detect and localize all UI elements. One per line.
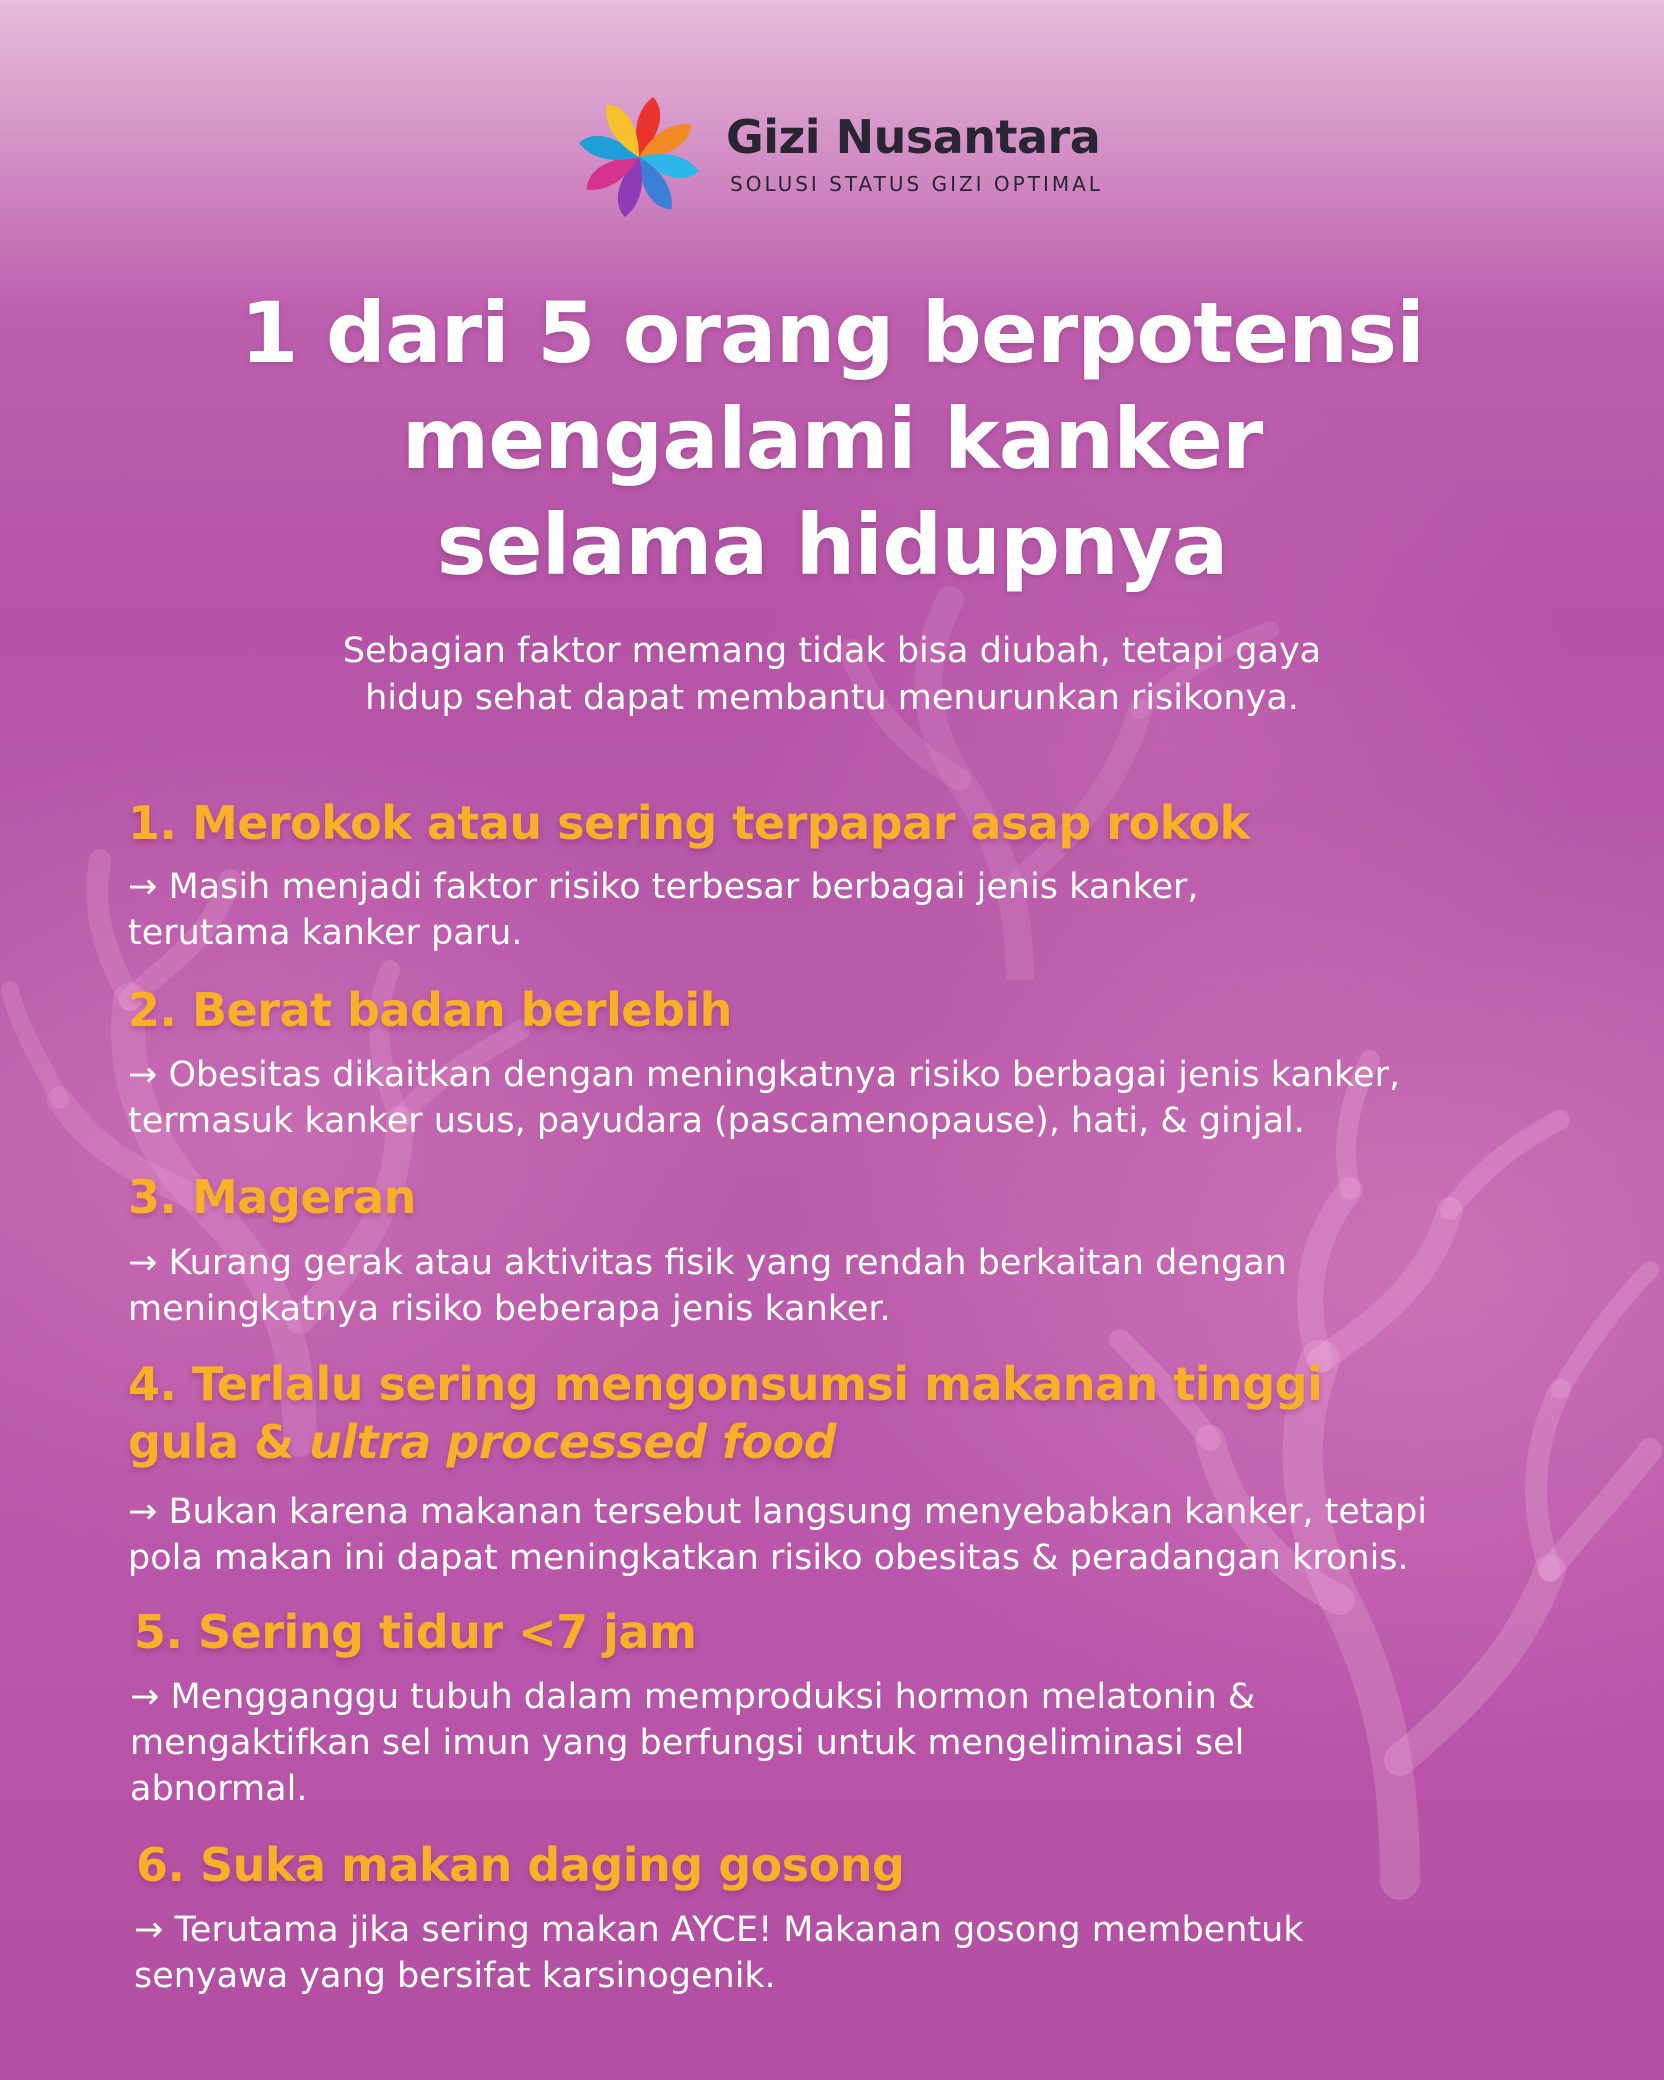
- risk-item-5-desc-line: abnormal.: [130, 1769, 308, 1809]
- risk-item-3-desc-line: meningkatnya risiko beberapa jenis kanker.: [128, 1289, 891, 1329]
- headline-line-2: mengalami kanker: [401, 390, 1263, 488]
- risk-item-4-desc-line: pola makan ini dapat meningkatkan risiko obesitas & peradangan kronis.: [128, 1538, 1409, 1578]
- risk-item-6-title: 6. Suka makan daging gosong: [136, 1838, 905, 1892]
- page-subtitle: [0, 628, 1664, 722]
- risk-item-5-desc-line: → Mengganggu tubuh dalam memproduksi hormon melatonin &: [130, 1677, 1256, 1717]
- risk-item-2-title: 2. Berat badan berlebih: [128, 983, 732, 1037]
- risk-item-3-title: 3. Mageran: [128, 1170, 416, 1224]
- page-headline: [0, 280, 1664, 598]
- risk-item-1-desc-line: terutama kanker paru.: [128, 913, 523, 953]
- risk-item-4-desc-line: → Bukan karena makanan tersebut langsung menyebabkan kanker, tetapi: [128, 1492, 1428, 1532]
- risk-item-4-title-italic: ultra processed food: [309, 1415, 837, 1469]
- headline-line-1: 1 dari 5 orang berpotensi: [240, 284, 1424, 382]
- risk-item-6-desc-line: senyawa yang bersifat karsinogenik.: [134, 1956, 776, 1996]
- risk-item-4-title-line-1: 4. Terlalu sering mengonsumsi makanan tinggi: [128, 1357, 1323, 1411]
- risk-item-5-title: 5. Sering tidur <7 jam: [134, 1605, 697, 1659]
- risk-item-2-desc-line: termasuk kanker usus, payudara (pascamenopause), hati, & ginjal.: [128, 1101, 1305, 1141]
- risk-item-4-title-line-2: [128, 1413, 1322, 1471]
- risk-item-1-title: 1. Merokok atau sering terpapar asap rokok: [128, 796, 1250, 850]
- risk-item-6-desc: [134, 1907, 1304, 1999]
- brand-header: [574, 92, 1103, 222]
- pinwheel-logo-icon: [574, 92, 704, 222]
- risk-item-1-desc: [128, 864, 1199, 956]
- risk-item-3-desc-line: → Kurang gerak atau aktivitas fisik yang rendah berkaitan dengan: [128, 1243, 1287, 1283]
- subtitle-line-1: Sebagian faktor memang tidak bisa diubah, tetapi gaya: [342, 631, 1322, 671]
- risk-item-3-desc: [128, 1240, 1287, 1332]
- risk-item-2-desc: [128, 1052, 1400, 1144]
- risk-item-4-title-plain: gula &: [128, 1415, 310, 1469]
- headline-line-3: selama hidupnya: [436, 496, 1228, 594]
- brand-name: Gizi Nusantara: [726, 110, 1101, 164]
- brand-tagline: SOLUSI STATUS GIZI OPTIMAL: [730, 172, 1103, 196]
- risk-item-5-desc-line: mengaktifkan sel imun yang berfungsi untuk mengeliminasi sel: [130, 1723, 1245, 1763]
- subtitle-line-2: hidup sehat dapat membantu menurunkan risikonya.: [365, 678, 1299, 718]
- risk-item-4-desc: [128, 1489, 1427, 1581]
- risk-item-2-desc-line: → Obesitas dikaitkan dengan meningkatnya risiko berbagai jenis kanker,: [128, 1055, 1401, 1095]
- risk-item-1-desc-line: → Masih menjadi faktor risiko terbesar berbagai jenis kanker,: [128, 867, 1199, 907]
- risk-item-5-desc: [130, 1674, 1255, 1812]
- risk-item-6-desc-line: → Terutama jika sering makan AYCE! Makanan gosong membentuk: [134, 1910, 1304, 1950]
- risk-item-4-title: [128, 1355, 1322, 1471]
